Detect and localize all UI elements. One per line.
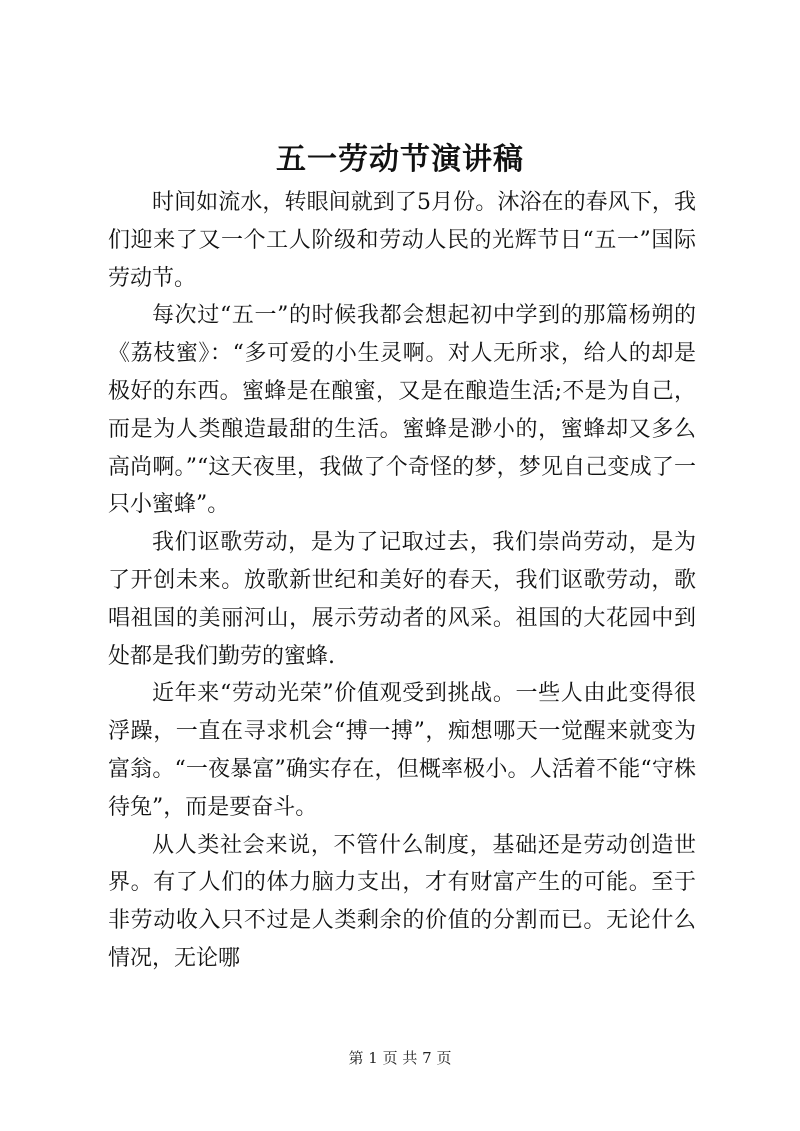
page-number-footer: 第 1 页 共 7 页 [348,1049,452,1067]
paragraph-5: 从人类社会来说，不管什么制度，基础还是劳动创造世界。有了人们的体力脑力支出，才有财富产生的可能。至于非劳动收入只不过是人类剩余的价值的分割而已。无论什么情况，无论哪 [108,832,696,971]
document-title: 五一劳动节演讲稿 [276,142,524,177]
paragraph-1: 时间如流水，转眼间就到了5月份。沐浴在的春风下，我们迎来了又一个工人阶级和劳动人民的光辉节日“五一”国际劳动节。 [108,190,696,291]
document-body [108,184,696,978]
paragraph-2: 每次过“五一”的时候我都会想起初中学到的那篇杨朔的《荔枝蜜》：“多可爱的小生灵啊。对人无所求，给人的却是极好的东西。蜜蜂是在酿蜜，又是在酿造生活;不是为自己，而是为人类酿造最甜的生活。蜜蜂是渺小的，蜜蜂却又多么高尚啊。”“这天夜里，我做了个奇怪的梦，梦见自己变成了一只小蜜蜂”。 [108,303,696,518]
paragraph-4: 近年来“劳动光荣”价值观受到挑战。一些人由此变得很浮躁，一直在寻求机会“搏一搏”，痴想哪天一觉醒来就变为富翁。“一夜暴富”确实存在，但概率极小。人活着不能“守株待兔”，而是要奋斗。 [108,681,696,820]
paragraph-3: 我们讴歌劳动，是为了记取过去，我们崇尚劳动，是为了开创未来。放歌新世纪和美好的春天，我们讴歌劳动，歌唱祖国的美丽河山，展示劳动者的风采。祖国的大花园中到处都是我们勤劳的蜜蜂. [108,530,696,669]
